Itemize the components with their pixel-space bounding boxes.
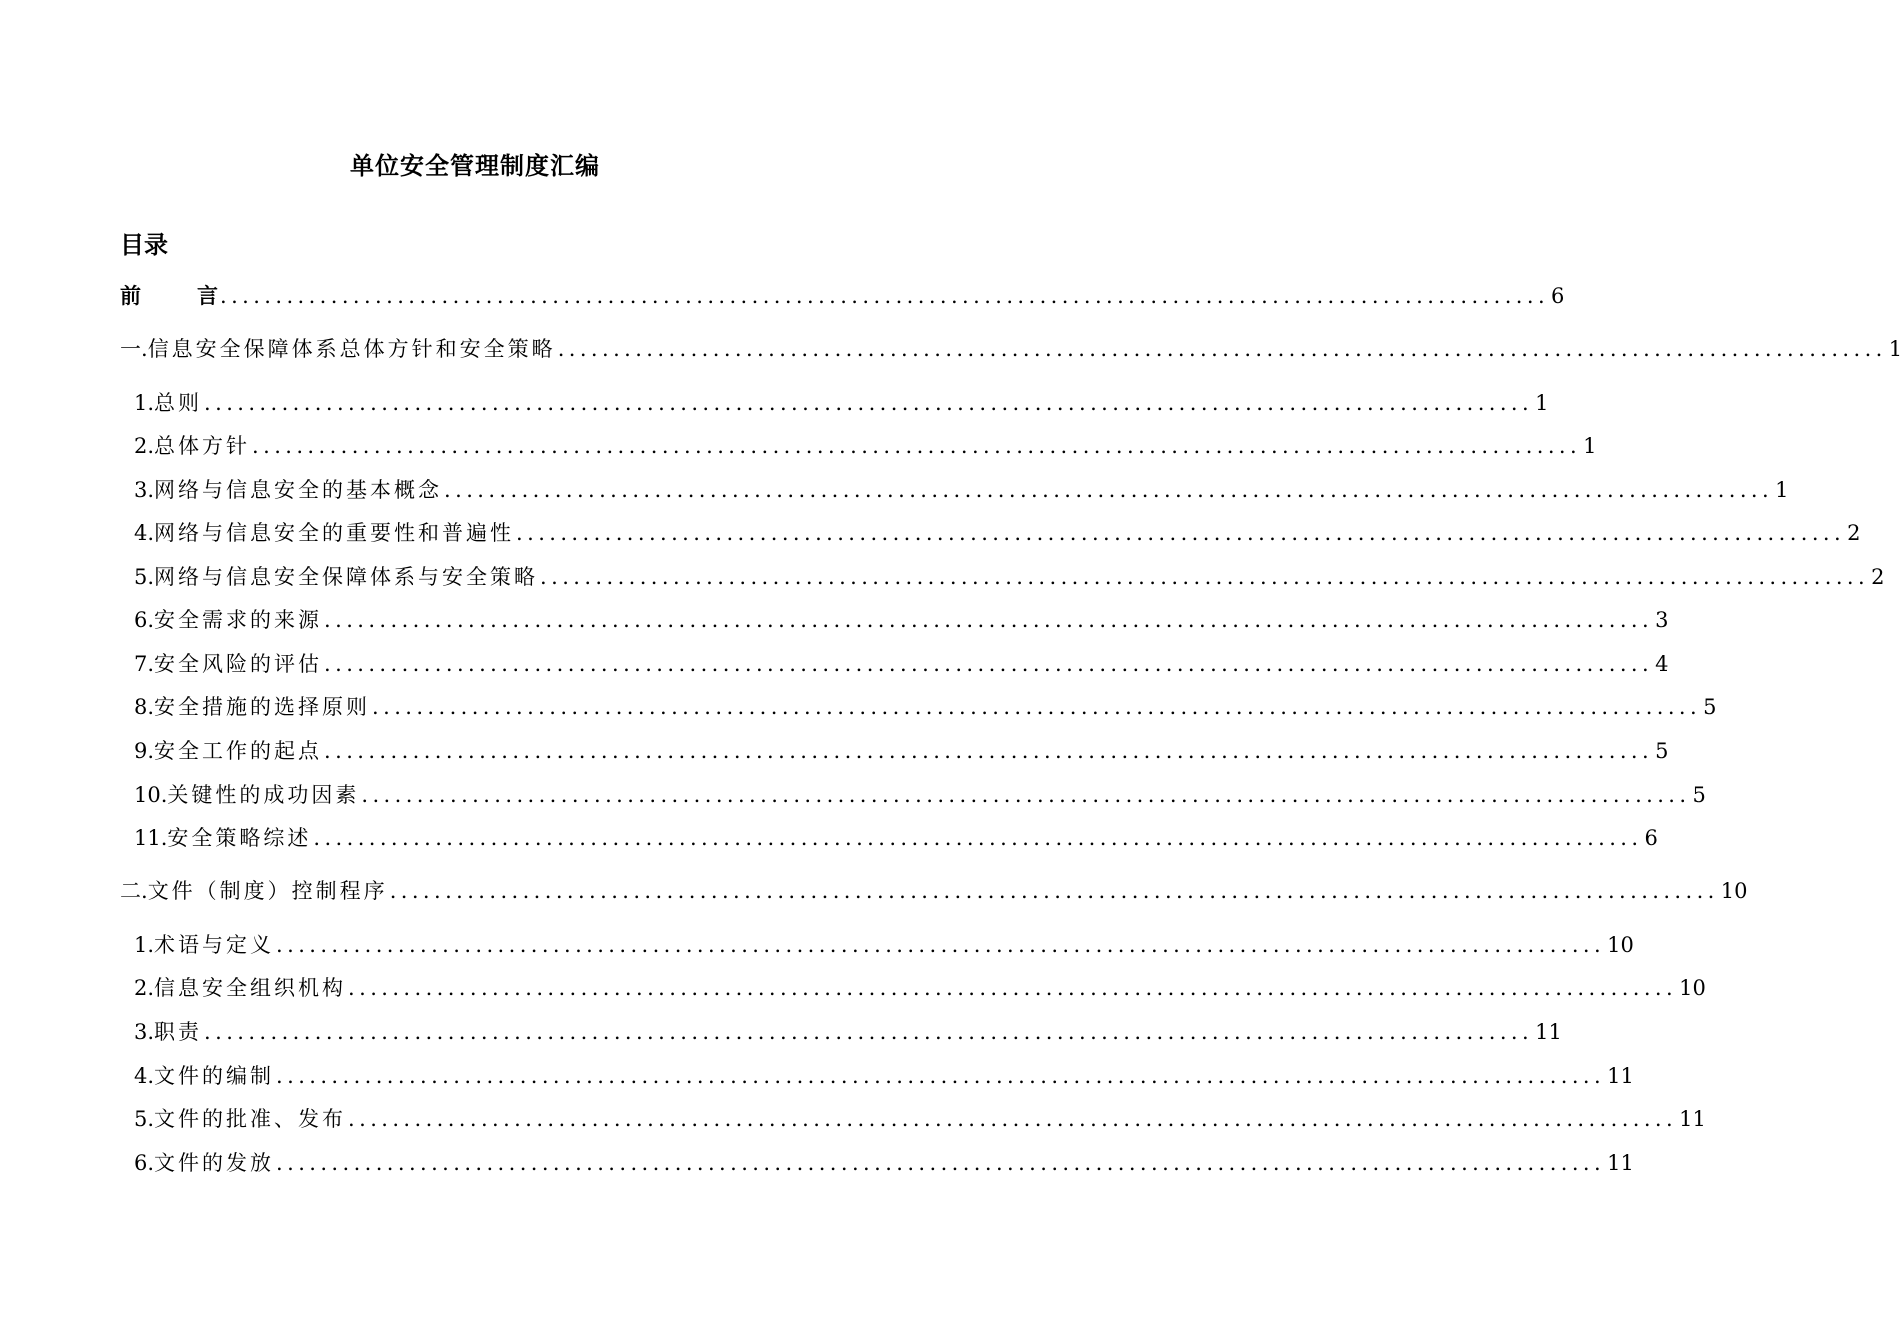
toc-entry-label: 关键性的成功因素 <box>167 783 360 807</box>
toc-entry[interactable] <box>0 930 1634 960</box>
toc-leader-dots: ........................................................................................................................ <box>557 337 1887 361</box>
toc-entry-number: 二. <box>120 879 148 903</box>
toc-entry-label: 文件的编制 <box>154 1064 275 1088</box>
toc-entry-number: 2. <box>134 434 155 458</box>
toc-entry[interactable] <box>0 1148 1634 1178</box>
toc-entry-number: 5. <box>134 1107 155 1131</box>
toc-entry[interactable] <box>0 431 1597 461</box>
toc-leader-dots: ........................................................................................................................ <box>276 1064 1606 1088</box>
toc-entry-number: 11. <box>134 826 168 850</box>
toc-entry[interactable] <box>0 388 1549 418</box>
toc-entry-number: 3. <box>134 478 155 502</box>
toc-entry[interactable] <box>0 1104 1706 1134</box>
toc-entry-label: 网络与信息安全的重要性和普遍性 <box>154 521 515 545</box>
toc-entry-number: 4. <box>134 521 155 545</box>
toc-entry-number: 10. <box>134 783 168 807</box>
toc-page-number: 2 <box>1871 565 1885 589</box>
toc-leader-dots: ........................................................................................................................ <box>540 565 1870 589</box>
toc-entry[interactable] <box>0 692 1717 722</box>
toc-leader-dots: ........................................................................................................................ <box>204 391 1534 415</box>
toc-entry-number: 4. <box>134 1064 155 1088</box>
toc-leader-dots: ........................................................................................................................ <box>313 826 1643 850</box>
toc-page-number: 6 <box>1551 284 1565 308</box>
toc-leader-dots: ........................................................................................................................ <box>389 879 1719 903</box>
toc-leader-dots: ........................................................................................................................ <box>361 783 1691 807</box>
toc-entry[interactable] <box>0 475 1789 505</box>
toc-leader-dots: ........................................................................................................................ <box>444 478 1774 502</box>
toc-entry[interactable] <box>0 1061 1634 1091</box>
toc-entry-number: 2. <box>134 976 155 1000</box>
toc-entry-label: 职责 <box>154 1020 203 1044</box>
toc-page-number: 1 <box>1583 434 1597 458</box>
toc-page-number: 5 <box>1692 783 1706 807</box>
toc-leader-dots: ........................................................................................................................ <box>348 1107 1678 1131</box>
toc-leader-dots: ........................................................................................................................ <box>324 739 1654 763</box>
toc-entry[interactable] <box>0 780 1706 810</box>
toc-entry-number: 9. <box>134 739 155 763</box>
toc-entry-number: 3. <box>134 1020 155 1044</box>
toc-entry-number: 8. <box>134 695 155 719</box>
toc-page-number: 4 <box>1655 652 1669 676</box>
toc-entry[interactable] <box>0 876 1748 906</box>
toc-entry-label: 安全风险的评估 <box>154 652 323 676</box>
toc-entry-number: 6. <box>134 608 155 632</box>
toc-leader-dots: ........................................................................................................................ <box>204 1020 1534 1044</box>
toc-entry[interactable] <box>0 518 1861 548</box>
toc-entry-label: 网络与信息安全的基本概念 <box>154 478 443 502</box>
toc-page-number: 11 <box>1679 1107 1706 1131</box>
toc-entry-label: 安全工作的起点 <box>154 739 323 763</box>
toc-entry-label: 术语与定义 <box>154 933 275 957</box>
toc-entry-label: 文件的发放 <box>154 1151 275 1175</box>
toc-entry-label: 前 言 <box>120 284 218 308</box>
toc-entry-label: 安全策略综述 <box>167 826 312 850</box>
toc-entry-preface[interactable] <box>0 281 1565 311</box>
toc-page-number: 2 <box>1847 521 1861 545</box>
toc-leader-dots: ........................................................................................................................ <box>276 1151 1606 1175</box>
toc-entry-number: 7. <box>134 652 155 676</box>
toc-entry-number: 6. <box>134 1151 155 1175</box>
toc-leader-dots: ........................................................................................................................ <box>372 695 1702 719</box>
toc-page-number: 1 <box>1775 478 1789 502</box>
toc-entry-label: 信息安全组织机构 <box>154 976 347 1000</box>
toc-leader-dots: ........................................................................................................................ <box>252 434 1582 458</box>
toc-entry-label: 信息安全保障体系总体方针和安全策略 <box>147 337 556 361</box>
toc-entry-number: 1. <box>134 391 155 415</box>
toc-entry-label: 总则 <box>154 391 203 415</box>
toc-entry-label: 文件的批准、发布 <box>154 1107 347 1131</box>
toc-entry-label: 总体方针 <box>154 434 251 458</box>
toc-leader-dots: ........................................................................................................................ <box>348 976 1678 1000</box>
toc-entry[interactable] <box>0 649 1669 679</box>
toc-entry-number: 1. <box>134 933 155 957</box>
toc-entry[interactable] <box>0 1017 1562 1047</box>
toc-entry[interactable] <box>0 334 1902 364</box>
toc-page-number: 11 <box>1607 1064 1634 1088</box>
toc-page-number: 5 <box>1655 739 1669 763</box>
document-title: 单位安全管理制度汇编 <box>350 152 600 180</box>
toc-page-number: 6 <box>1644 826 1658 850</box>
toc-entry-label: 安全需求的来源 <box>154 608 323 632</box>
toc-entry[interactable] <box>0 823 1658 853</box>
toc-entry-label: 安全措施的选择原则 <box>154 695 371 719</box>
toc-page-number: 1 <box>1535 391 1549 415</box>
toc-leader-dots: ........................................................................................................................ <box>276 933 1606 957</box>
toc-page-number: 3 <box>1655 608 1669 632</box>
toc-entry-label: 文件（制度）控制程序 <box>147 879 388 903</box>
toc-page-number: 5 <box>1703 695 1717 719</box>
toc-page-number: 11 <box>1535 1020 1562 1044</box>
toc-entry-label: 网络与信息安全保障体系与安全策略 <box>154 565 539 589</box>
toc-leader-dots: ........................................................................................................................ <box>324 608 1654 632</box>
toc-page-number: 1 <box>1888 337 1902 361</box>
toc-page-number: 10 <box>1607 933 1634 957</box>
toc-entry[interactable] <box>0 562 1885 592</box>
toc-entry-number: 5. <box>134 565 155 589</box>
toc-leader-dots: ........................................................................................................................ <box>516 521 1846 545</box>
toc-entry[interactable] <box>0 973 1706 1003</box>
toc-page-number: 10 <box>1679 976 1706 1000</box>
toc-page-number: 11 <box>1607 1151 1634 1175</box>
toc-entry-number: 一. <box>120 337 148 361</box>
toc-leader-dots: ........................................................................................................................ <box>220 284 1550 308</box>
toc-entry[interactable] <box>0 736 1669 766</box>
toc-leader-dots: ........................................................................................................................ <box>324 652 1654 676</box>
toc-page-number: 10 <box>1720 879 1748 903</box>
toc-heading: 目录 <box>120 231 168 259</box>
toc-entry[interactable] <box>0 605 1669 635</box>
